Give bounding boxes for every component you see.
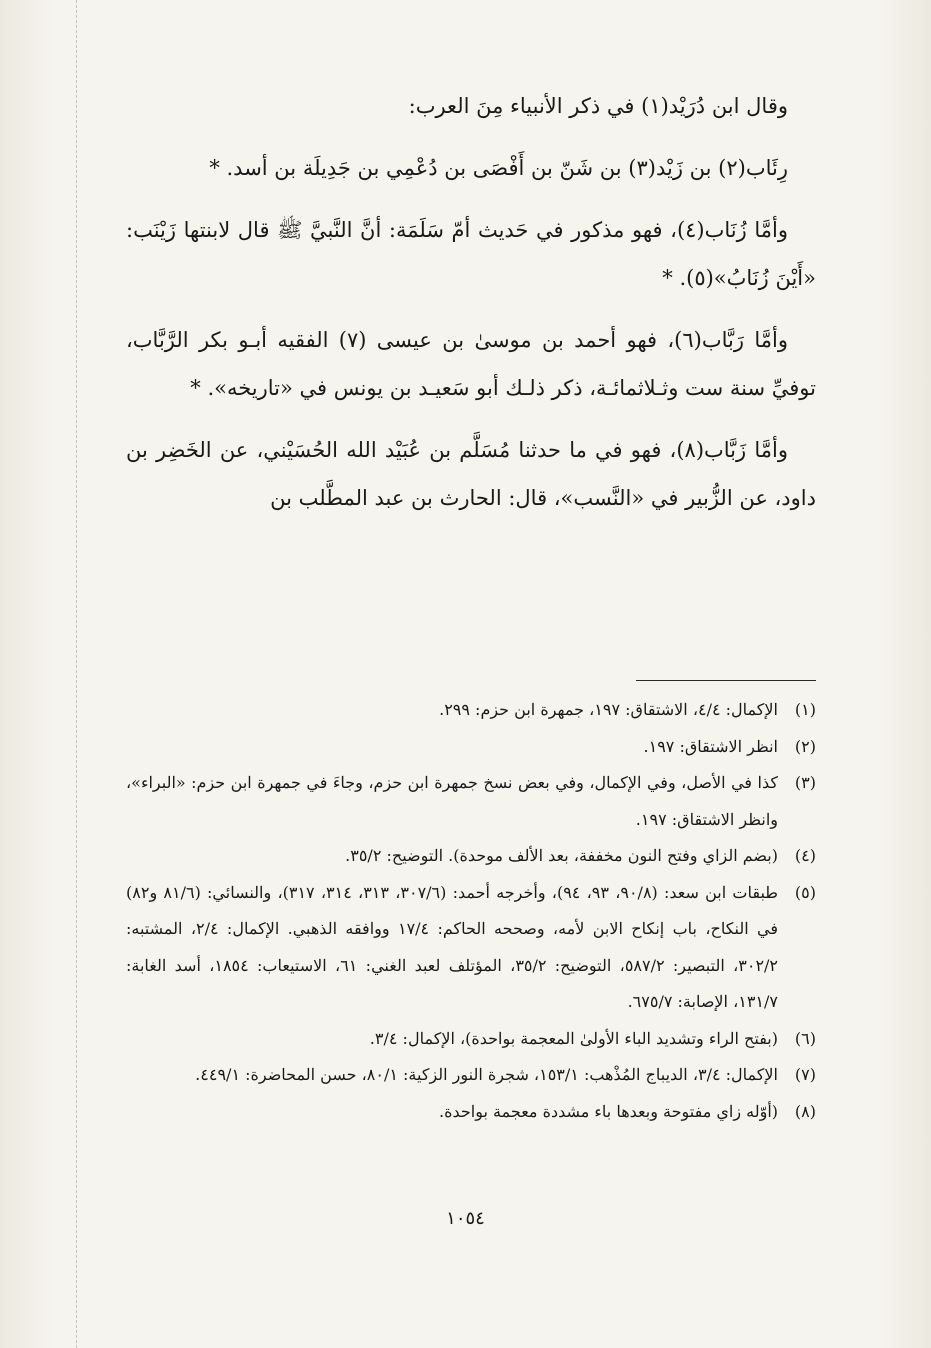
paragraph-4: وأمَّا رَبَّاب(٦)، فهو أحمد بن موسىٰ بن عيسى (٧) الفقيه أبـو بكر الرَّبَّاب، توفيِّ سنة ست وثـلاثمائـة، ذكر ذلـك أبو سَعيـد بن يونس في «تاريخه». *	[126, 328, 816, 400]
footnote-text: (بفتح الراء وتشديد الباء الأولىٰ المعجمة بواحدة)، الإكمال: ٣/٤.	[369, 1028, 778, 1048]
footnote-4	[126, 838, 816, 875]
footnotes	[126, 692, 816, 1130]
paragraph-5: وأمَّا زَبَّاب(٨)، فهو في ما حدثنا مُسَلَّم بن عُبَيْد الله الحُسَيْني، عن الخَضِر بن داود، عن الزُّبير في «النَّسب»، قال: الحارث بن عبد المطَّلب بن	[126, 438, 816, 510]
footnote-number: (٢)	[794, 736, 816, 756]
footnote-text: الإكمال: ٤/٤، الاشتقاق: ١٩٧، جمهرة ابن حزم: ٢٩٩.	[439, 700, 778, 719]
footnote-number: (١)	[794, 700, 816, 719]
footnote-3	[126, 765, 816, 838]
footnote-text: (بضم الزاي وفتح النون مخففة، بعد الألف موحدة). التوضيح: ٣٥/٢.	[345, 846, 778, 865]
footnote-number: (٣)	[794, 773, 816, 792]
footnote-text: انظر الاشتقاق: ١٩٧.	[643, 736, 778, 756]
binding-edge	[76, 0, 77, 1348]
footnote-2	[126, 729, 816, 766]
paragraph-1: وقال ابن دُرَيْد(١) في ذكر الأنبياء مِنَ العرب:	[408, 94, 788, 118]
footnote-7	[126, 1057, 816, 1094]
footnote-text: طبقات ابن سعد: (٩٠/٨، ٩٣، ٩٤)، وأخرجه أحمد: (٣٠٧/٦، ٣١٣، ٣١٤، ٣١٧)، والنسائي: (٨١/٦ و٨٢) في النكاح، باب إنكاح الابن لأمه، وصححه الحاكم: ١٧/٤ ووافقه الذهبي. الإكمال: ٢/٤، المشتبه: ٣٠٢/٢، التبصير: ٥٨٧/٢، التوضيح: ٣٥/٢، المؤتلف لعبد الغني: ٦١، الاستيعاب: ١٨٥٤، أسد الغابة: ١٣١/٧، الإصابة: ٦٧٥/٧.	[126, 882, 779, 1011]
footnote-number: (٦)	[794, 1028, 816, 1048]
paragraph-3: وأمَّا زُنَاب(٤)، فهو مذكور في حَديث أمّ سَلَمَة: أنَّ النَّبيَّ ﷺ قال لابنتها زَيْنَب: «أَيْنَ زُنَابُ»(٥). *	[126, 218, 816, 290]
footnote-5	[126, 875, 816, 1021]
footnote-text: كذا في الأصل، وفي الإكمال، وفي بعض نسخ جمهرة ابن حزم، وجاءَ في جمهرة ابن حزم: «البراء»، وانظر الاشتقاق: ١٩٧.	[126, 773, 778, 829]
footnote-number: (٤)	[794, 846, 816, 865]
footnote-separator	[636, 680, 816, 681]
footnote-text: (أوّله زاي مفتوحة وبعدها باء مشددة معجمة بواحدة.	[439, 1101, 778, 1121]
footnote-6	[126, 1021, 816, 1058]
main-text	[126, 82, 816, 536]
footnote-text: الإكمال: ٣/٤، الديباج المُذْهب: ١٥٣/١، شجرة النور الزكية: ٨٠/١، حسن المحاضرة: ٤٤٩/١.	[195, 1065, 778, 1084]
footnote-number: (٥)	[794, 882, 816, 902]
footnote-8	[126, 1094, 816, 1131]
footnote-number: (٨)	[794, 1101, 816, 1121]
paragraph-2: رِئَاب(٢) بن زَيْد(٣) بن شَنّ بن أَفْصَى بن دُعْمِي بن جَدِيلَة بن أسد. *	[209, 156, 788, 180]
page-number: ١٠٥٤	[446, 1208, 485, 1229]
footnote-1	[126, 692, 816, 729]
footnote-number: (٧)	[794, 1065, 816, 1084]
